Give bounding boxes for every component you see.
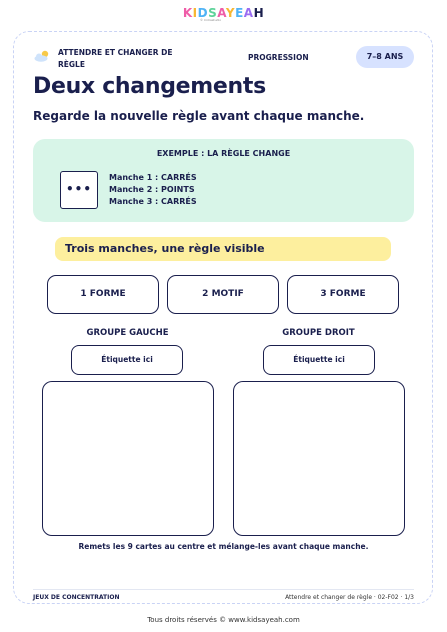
example-round: Manche 3 : CARRÉS [109, 197, 197, 206]
round-2-button[interactable]: 2 MOTIF [167, 275, 279, 314]
round-3-button[interactable]: 3 FORME [287, 275, 399, 314]
left-label-field[interactable]: Étiquette ici [71, 345, 183, 375]
logo-letter: A [243, 6, 254, 20]
round-1-button[interactable]: 1 FORME [47, 275, 159, 314]
example-rounds [109, 172, 197, 208]
example-round: Manche 1 : CARRÉS [109, 173, 197, 182]
logo-letter: D [197, 6, 209, 20]
logo-subtitle: © Cidrastudio [200, 18, 222, 22]
page-title: Deux changements [33, 74, 266, 99]
page-subtitle: Regarde la nouvelle règle avant chaque manche. [33, 109, 365, 123]
logo-letter: A [217, 6, 226, 20]
header-title: ATTENDRE ET CHANGER DE RÈGLE [58, 48, 173, 69]
logo-letter: Y [225, 6, 236, 20]
example-title: EXEMPLE : LA RÈGLE CHANGE [156, 149, 291, 158]
progress-label: PROGRESSION [248, 53, 309, 62]
footer-reference: Attendre et changer de règle · 02-F02 · 1/3 [285, 594, 414, 601]
brand-logo [0, 6, 447, 20]
example-round: Manche 2 : POINTS [109, 185, 195, 194]
rules-banner: Trois manches, une règle visible [55, 237, 391, 261]
logo-letter: E [235, 6, 244, 20]
age-badge: 7–8 ANS [356, 46, 414, 68]
logo-letter: S [208, 6, 218, 20]
left-drop-zone[interactable] [42, 381, 214, 536]
cloud-sun-icon [33, 49, 51, 63]
copyright-link[interactable]: Tous droits réservés © www.kidsayeah.com [147, 616, 300, 624]
example-panel [33, 139, 414, 222]
instruction-text: Remets les 9 cartes au centre et mélange-les avant chaque manche. [78, 542, 369, 551]
footer-category: JEUX DE CONCENTRATION [33, 594, 120, 601]
right-label-field[interactable]: Étiquette ici [263, 345, 375, 375]
logo-letter: I [192, 6, 198, 20]
logo-letter: K [182, 6, 193, 20]
footer-divider [33, 589, 414, 590]
right-drop-zone[interactable] [233, 381, 405, 536]
dots-card-icon: ••• [60, 171, 98, 209]
right-group-label: GROUPE DROIT [282, 328, 355, 338]
left-group-label: GROUPE GAUCHE [86, 328, 169, 338]
logo-letter: H [253, 6, 265, 20]
